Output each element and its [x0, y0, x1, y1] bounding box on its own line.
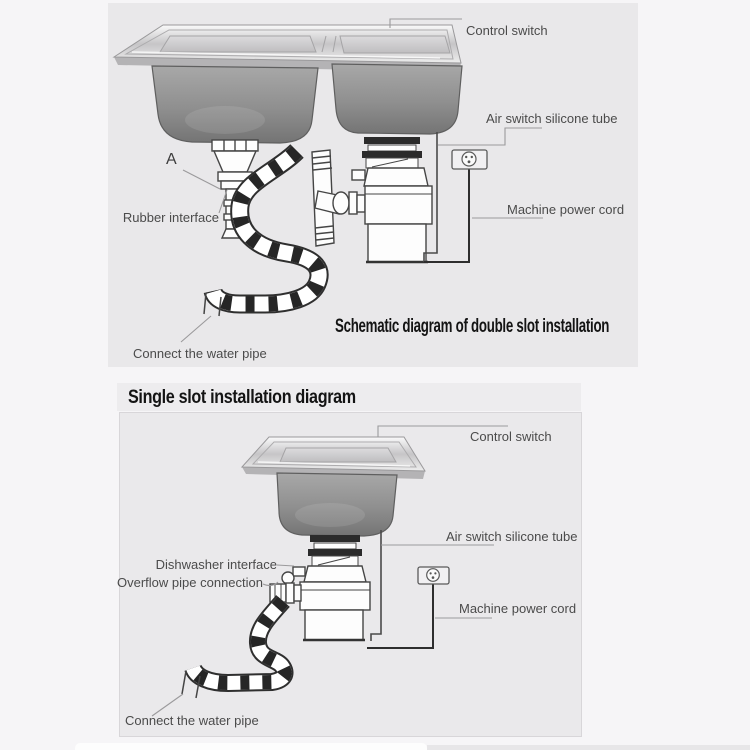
label-power-cord-single: Machine power cord — [459, 601, 577, 616]
label-power-cord-double: Machine power cord — [507, 202, 625, 217]
label-connect-water-single: Connect the water pipe — [125, 713, 259, 728]
label-rubber-interface: Rubber interface — [122, 210, 219, 225]
double-diagram-title: Schematic diagram of double slot installation — [335, 316, 610, 337]
power-cord-line-single — [367, 584, 433, 648]
label-air-switch-single: Air switch silicone tube — [446, 529, 578, 544]
dishwasher-port — [293, 567, 305, 576]
overflow-port — [282, 572, 294, 584]
label-air-switch-double: Air switch silicone tube — [486, 111, 618, 126]
right-bowl — [332, 64, 462, 134]
disposal-unit-single — [270, 535, 370, 640]
disposal-outlet-pipe — [312, 150, 365, 246]
power-outlet-icon-double — [452, 150, 487, 169]
label-control-switch-single: Control switch — [470, 429, 552, 444]
label-dishwasher-interface: Dishwasher interface — [155, 557, 277, 572]
single-sink-graphic — [242, 437, 425, 536]
label-connect-water-double: Connect the water pipe — [133, 346, 267, 361]
label-overflow-pipe: Overflow pipe connection — [117, 575, 263, 590]
air-switch-tube-line-single — [371, 530, 381, 641]
power-outlet-icon-single — [418, 567, 449, 584]
single-diagram-title: Single slot installation diagram — [128, 387, 356, 408]
double-sink-graphic — [114, 25, 462, 143]
label-control-switch-double: Control switch — [466, 23, 548, 38]
label-point-a: A — [166, 151, 177, 168]
corrugated-hose-single — [182, 601, 285, 698]
